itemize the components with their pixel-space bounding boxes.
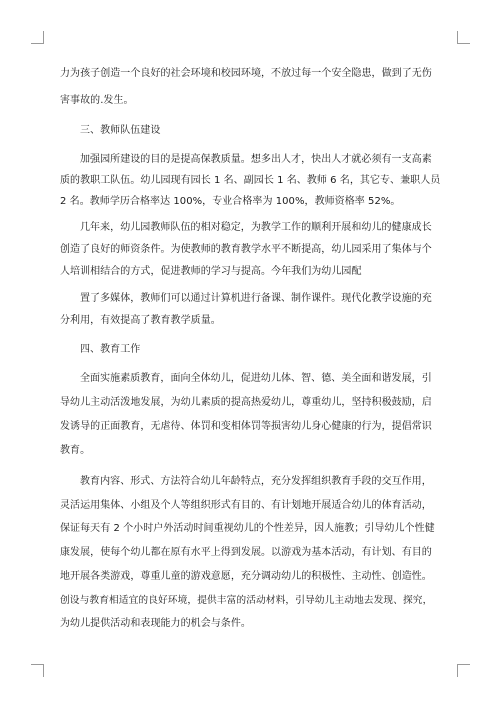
text-line: 人培训相结合的方式，促进教师的学习与提高。今年我们为幼儿园配 <box>60 266 362 277</box>
text-line: 全面实施素质教育，面向全体幼儿，促进幼儿体、智、德、美全面和谐发展，引 <box>80 373 432 384</box>
text-line: 教育内容、形式、方法符合幼儿年龄特点，充分发挥组织教育手段的交互作用， <box>80 476 432 487</box>
text-line: 教育。 <box>60 445 91 456</box>
crop-mark-top-left <box>31 31 44 44</box>
crop-mark-bottom-left <box>31 664 44 677</box>
text-line: 地开展各类游戏，尊重儿童的游戏意愿，充分调动幼儿的积极性、主动性、创造性。 <box>60 571 432 582</box>
crop-mark-top-right <box>457 31 470 44</box>
text-line: 导幼儿主动活泼地发展，为幼儿素质的提高热爱幼儿，尊重幼儿，坚持积极鼓励，启 <box>60 397 432 408</box>
text-line: 康发展，使每个幼儿都在原有水平上得到发展。以游戏为基本活动，有计划、有目的 <box>60 547 432 558</box>
text-line: 加强园所建设的目的是提高保教质量。想多出人才，快出人才就必须有一支高素 <box>80 154 432 165</box>
text-line: 发诱导的正面教育，无虐待、体罚和变相体罚等损害幼儿身心健康的行为，提倡常识 <box>60 421 432 432</box>
text-line: 置了多媒体，教师们可以通过计算机进行备课、制作课件。现代化教学设施的充 <box>80 293 432 304</box>
text-line: 创设与教育相适宜的良好环境，提供丰富的活动材料，引导幼儿主动地去发现、探究， <box>60 595 433 606</box>
crop-mark-bottom-right <box>457 664 470 677</box>
text-line: 力为孩子创造一个良好的社会环境和校园环境，不放过每一个安全隐患，做到了无伤 <box>60 68 432 79</box>
text-line: 保证每天有 2 个小时户外活动时间重视幼儿的个性差异，因人施教；引导幼儿个性健 <box>60 523 435 534</box>
text-line: 2 名。教师学历合格率达 100%，专业合格率为 100%，教师资格率 52%。 <box>60 196 401 207</box>
section-heading: 四、教育工作 <box>80 344 141 355</box>
text-line: 为幼儿提供活动和表现能力的机会与条件。 <box>60 618 251 629</box>
text-line: 质的教职工队伍。幼儿园现有园长 1 名、副园长 1 名、教师 6 名，其它专、兼职人员 <box>60 175 441 186</box>
text-line: 几年来，幼儿园教师队伍的相对稳定，为教学工作的顺利开展和幼儿的健康成长 <box>80 222 432 233</box>
text-line: 灵活运用集体、小组及个人等组织形式有目的、有计划地开展适合幼儿的体育活动， <box>60 500 432 511</box>
text-line: 创造了良好的师资条件。为使教师的教育教学水平不断提高，幼儿园采用了集体与个 <box>60 244 432 255</box>
text-line: 分利用，有效提高了教育教学质量。 <box>60 315 221 326</box>
text-line: 害事故的.发生。 <box>60 95 134 106</box>
section-heading: 三、教师队伍建设 <box>80 125 161 136</box>
